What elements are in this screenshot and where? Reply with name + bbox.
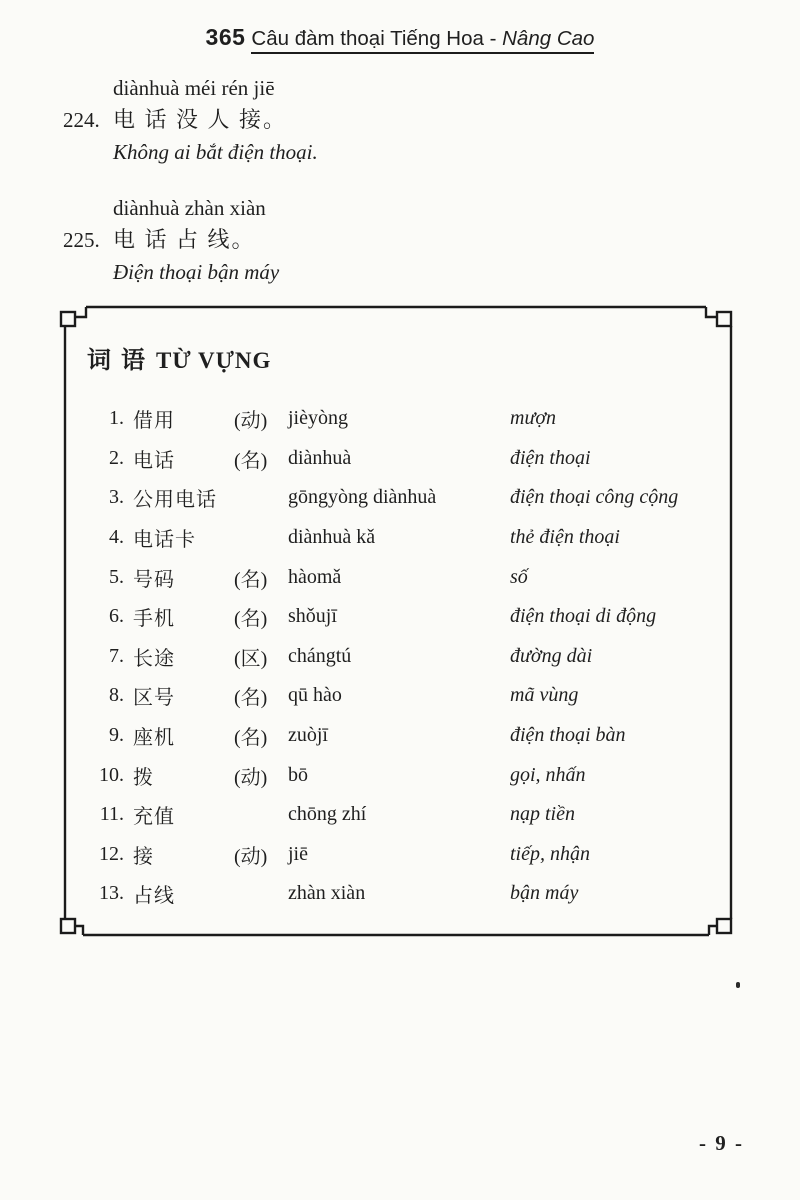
dialogue-number: 225. bbox=[63, 228, 100, 252]
vocab-entry-vietnamese-meaning: gọi, nhấn bbox=[510, 763, 586, 786]
vocab-entry-row bbox=[97, 755, 737, 795]
vocab-entry-pinyin: chángtú bbox=[288, 644, 352, 667]
vocab-entry-part-of-speech: (名) bbox=[234, 687, 268, 710]
vocab-entry-number: 4. bbox=[109, 526, 124, 549]
dialogue-main-line bbox=[63, 103, 318, 137]
vocab-entry-pinyin: diànhuà bbox=[288, 446, 352, 469]
vocab-entry-row bbox=[97, 637, 737, 677]
vocab-entry-vietnamese-meaning: bận máy bbox=[510, 882, 579, 905]
vocab-entry-chinese-word: 区号 bbox=[133, 687, 175, 710]
vocab-entry-part-of-speech: (名) bbox=[234, 608, 268, 631]
book-title bbox=[251, 27, 594, 54]
vocab-entry-row bbox=[97, 874, 737, 914]
vocab-entry-vietnamese-meaning: nạp tiền bbox=[510, 803, 575, 826]
vocab-entry-number: 3. bbox=[109, 486, 124, 509]
vocab-title-vietnamese: TỪ VỰNG bbox=[156, 348, 272, 373]
vocab-entry-chinese-word: 座机 bbox=[133, 727, 175, 750]
vocab-entry-number: 13. bbox=[99, 882, 124, 905]
vocab-entry-pinyin: chōng zhí bbox=[288, 803, 367, 826]
dialogue-vietnamese: Không ai bắt điện thoại. bbox=[113, 140, 318, 164]
vocab-entry-vietnamese-meaning: số bbox=[510, 565, 528, 588]
vocab-entry-pinyin: bō bbox=[288, 763, 308, 786]
vocab-entry-number: 1. bbox=[109, 407, 124, 430]
vocab-entry-chinese-word: 接 bbox=[133, 845, 154, 868]
vocab-entry-number: 11. bbox=[99, 803, 124, 826]
vocab-entry-pinyin: qū hào bbox=[288, 684, 342, 707]
vocab-entry-chinese-word: 电话卡 bbox=[133, 529, 196, 552]
vocab-entry-chinese-word: 号码 bbox=[133, 568, 175, 591]
vocab-entry-vietnamese-meaning: điện thoại bàn bbox=[510, 724, 626, 747]
vocab-entry-number: 7. bbox=[109, 644, 124, 667]
vocab-entry-part-of-speech: (名) bbox=[234, 568, 268, 591]
scan-artifact-dot bbox=[736, 982, 740, 988]
dialogue-main-line bbox=[63, 223, 318, 257]
vocab-entry-vietnamese-meaning: điện thoại di động bbox=[510, 605, 657, 628]
vocab-entry-pinyin: diànhuà kǎ bbox=[288, 526, 376, 549]
vocab-entry-chinese-word: 长途 bbox=[133, 647, 175, 670]
vocab-entry-number: 2. bbox=[109, 446, 124, 469]
vocab-entry-part-of-speech: (动) bbox=[234, 845, 268, 868]
vocab-entry-pinyin: hàomǎ bbox=[288, 565, 342, 588]
vocab-entry-pinyin: jièyòng bbox=[288, 407, 348, 430]
running-head bbox=[0, 24, 800, 51]
vocab-entry-vietnamese-meaning: điện thoại bbox=[510, 446, 591, 469]
vocab-entry-row bbox=[97, 557, 737, 597]
vocab-entry-vietnamese-meaning: mã vùng bbox=[510, 684, 579, 707]
vocab-entry-vietnamese-meaning: đường dài bbox=[510, 644, 593, 667]
vocab-entry-number: 8. bbox=[109, 684, 124, 707]
vocab-entry-pinyin: zhàn xiàn bbox=[288, 882, 366, 905]
vocab-entry-chinese-word: 手机 bbox=[133, 608, 175, 631]
dialogue-vietnamese: Điện thoại bận máy bbox=[113, 260, 280, 284]
vocab-entry-chinese-word: 公用电话 bbox=[133, 489, 217, 512]
vocab-entry-pinyin: shǒujī bbox=[288, 605, 337, 628]
vocab-entry-vietnamese-meaning: mượn bbox=[510, 407, 557, 430]
vocab-entry-vietnamese-meaning: tiếp, nhận bbox=[510, 842, 590, 865]
page-number: - 9 - bbox=[699, 1131, 744, 1155]
dialogue-chinese: 电 话 没 人 接。 bbox=[113, 107, 288, 132]
dialogue-item bbox=[63, 74, 318, 167]
dialogue-list bbox=[63, 74, 318, 314]
vocab-entry-part-of-speech: (区) bbox=[234, 647, 268, 670]
dialogue-number: 224. bbox=[63, 108, 100, 132]
vocab-entry-number: 6. bbox=[109, 605, 124, 628]
book-title-regular: Câu đàm thoại Tiếng Hoa - bbox=[251, 27, 503, 50]
dialogue-chinese: 电 话 占 线。 bbox=[113, 227, 256, 252]
vocab-entry-chinese-word: 电话 bbox=[133, 449, 175, 472]
vocab-entry-vietnamese-meaning: thẻ điện thoại bbox=[510, 526, 620, 549]
vocab-entry-row bbox=[97, 518, 737, 558]
vocab-entry-number: 9. bbox=[109, 724, 124, 747]
vocab-entry-number: 10. bbox=[99, 763, 124, 786]
vocab-entry-chinese-word: 拨 bbox=[133, 766, 154, 789]
vocab-entry-pinyin: gōngyòng diànhuà bbox=[288, 486, 437, 509]
vocab-entry-row bbox=[97, 399, 737, 439]
vocab-entry-row bbox=[97, 439, 737, 479]
vocab-entry-chinese-word: 充值 bbox=[133, 806, 175, 829]
vocab-entry-row bbox=[97, 597, 737, 637]
vocab-entry-chinese-word: 借用 bbox=[133, 410, 175, 433]
book-title-level: Nâng Cao bbox=[502, 27, 595, 50]
vocab-entry-part-of-speech: (名) bbox=[234, 727, 268, 750]
vocab-entry-row bbox=[97, 716, 737, 756]
vocab-entry-part-of-speech: (名) bbox=[234, 449, 268, 472]
vocab-title-chinese: 词 语 bbox=[87, 348, 147, 374]
dialogue-item bbox=[63, 194, 318, 287]
vocab-entry-row bbox=[97, 478, 737, 518]
vocab-entry-row bbox=[97, 835, 737, 875]
vocab-section-title bbox=[87, 340, 271, 375]
book-series-number: 365 bbox=[205, 24, 246, 50]
vocab-entry-chinese-word: 占线 bbox=[133, 885, 175, 908]
vocab-entry-row bbox=[97, 676, 737, 716]
vocab-entry-pinyin: jiē bbox=[288, 842, 308, 865]
vocab-entry-part-of-speech: (动) bbox=[234, 766, 268, 789]
dialogue-pinyin: diànhuà méi rén jiē bbox=[113, 76, 275, 100]
dialogue-pinyin: diànhuà zhàn xiàn bbox=[113, 196, 266, 220]
vocab-entry-row bbox=[97, 795, 737, 835]
vocab-entry-number: 5. bbox=[109, 565, 124, 588]
vocab-entry-pinyin: zuòjī bbox=[288, 724, 328, 747]
vocab-entry-vietnamese-meaning: điện thoại công cộng bbox=[510, 486, 679, 509]
vocab-entry-list bbox=[97, 399, 737, 914]
vocab-entry-number: 12. bbox=[99, 842, 124, 865]
vocab-entry-part-of-speech: (动) bbox=[234, 410, 268, 433]
